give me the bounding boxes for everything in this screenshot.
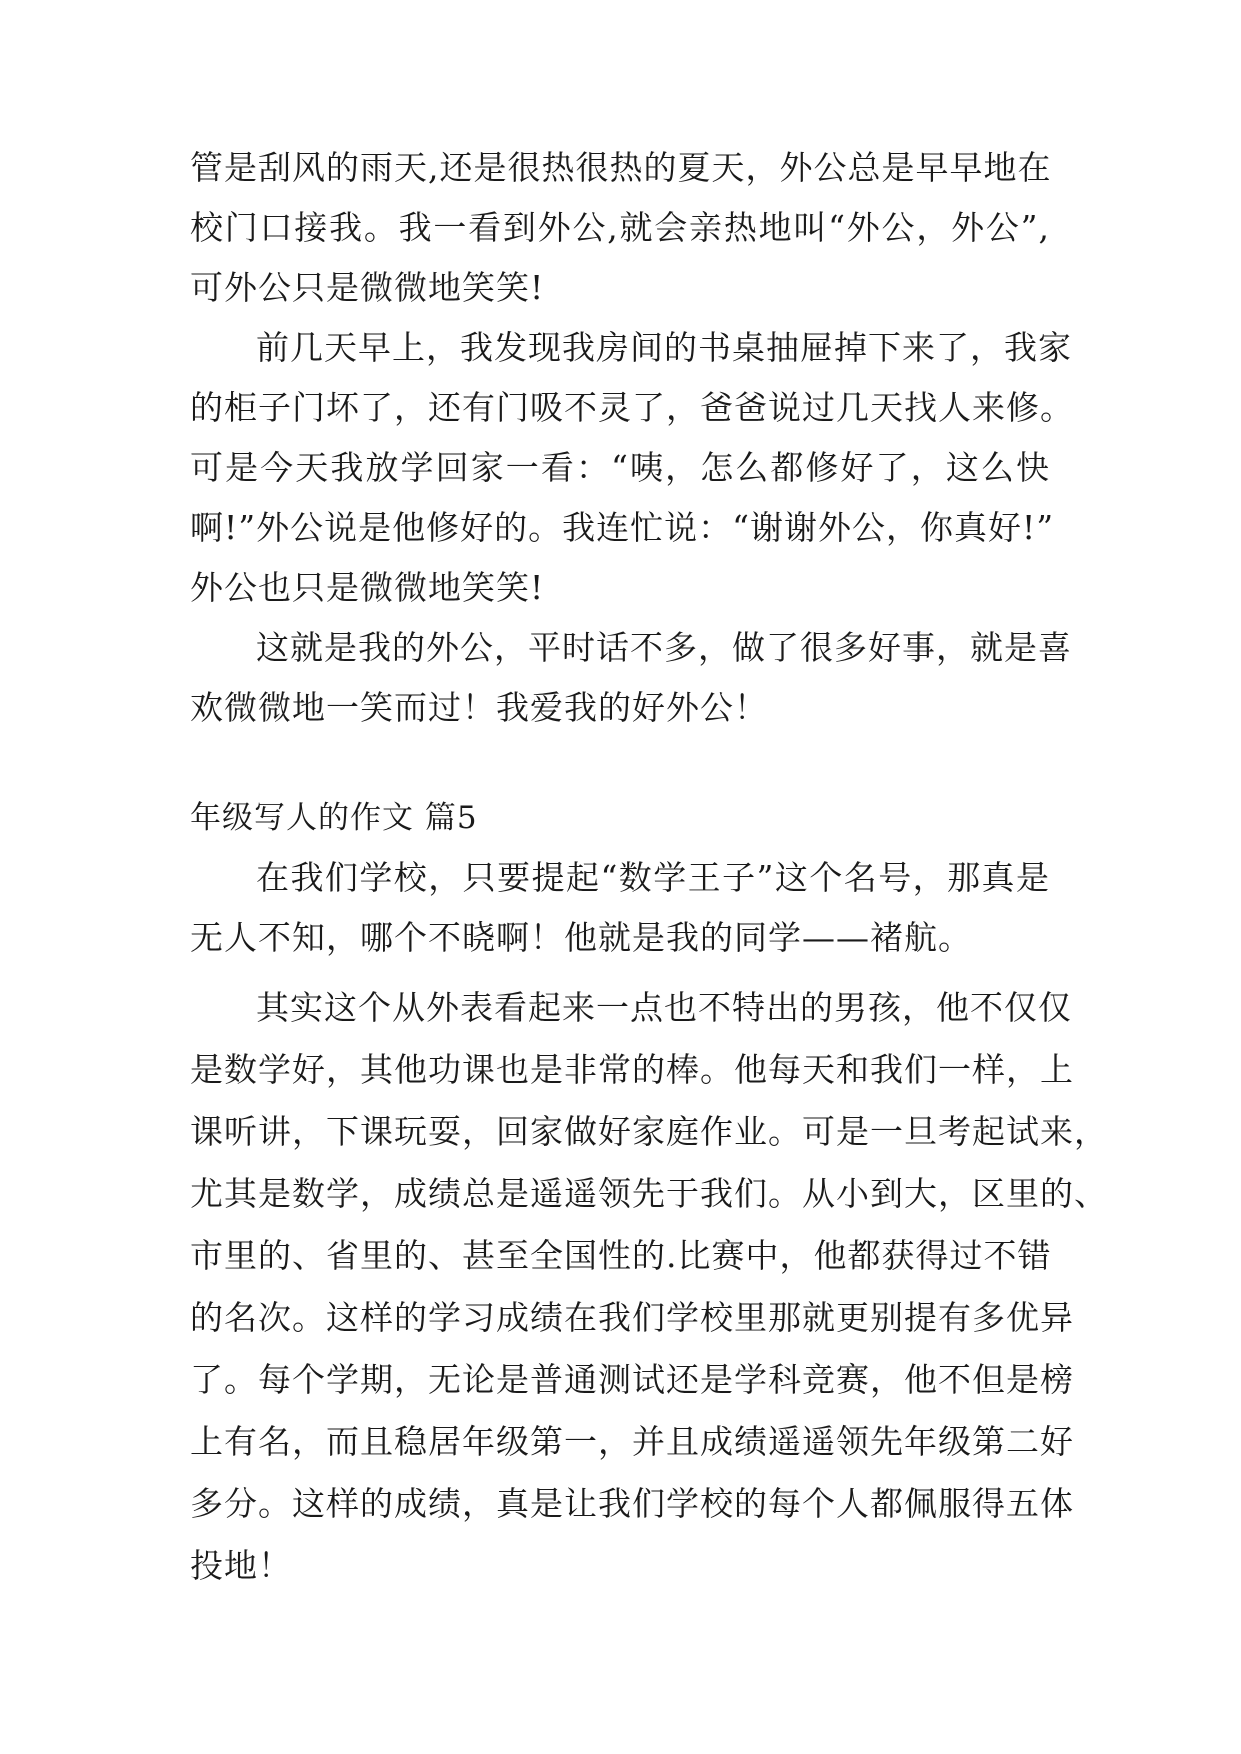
text-line: 上有名，而且稳居年级第一，并且成绩遥遥领先年级第二好 [190,1422,1074,1461]
text-line: 管是刮风的雨天,还是很热很热的夏天，外公总是早早地在 [190,148,1052,187]
text-line: 是数学好，其他功课也是非常的棒。他每天和我们一样，上 [190,1050,1074,1089]
text-line: 啊!”外公说是他修好的。我连忙说：“谢谢外公，你真好!” [190,508,1055,547]
text-line: 在我们学校，只要提起“数学王子”这个名号，那真是 [256,858,1050,897]
text-line: 了。每个学期，无论是普通测试还是学科竞赛，他不但是榜 [190,1360,1074,1399]
text-line: 可外公只是微微地笑笑! [190,268,545,307]
text-line: 可是今天我放学回家一看：“咦，怎么都修好了，这么快 [190,448,1050,487]
text-line: 这就是我的外公，平时话不多，做了很多好事，就是喜 [256,628,1072,667]
text-line: 多分。这样的成绩，真是让我们学校的每个人都佩服得五体 [190,1484,1074,1523]
text-line: 尤其是数学，成绩总是遥遥领先于我们。从小到大，区里的、 [190,1174,1108,1213]
text-line: 外公也只是微微地笑笑! [190,568,545,607]
text-line: 前几天早上，我发现我房间的书桌抽屉掉下来了，我家 [256,328,1072,367]
text-line: 校门口接我。我一看到外公,就会亲热地叫“外公，外公”, [190,208,1050,247]
text-line: 投地！ [190,1546,292,1585]
text-line: 市里的、省里的、甚至全国性的.比赛中，他都获得过不错 [190,1236,1052,1275]
text-line: 的柜子门坏了，还有门吸不灵了，爸爸说过几天找人来修。 [190,388,1074,427]
section-heading: 年级写人的作文 篇5 [190,800,478,836]
text-line: 其实这个从外表看起来一点也不特出的男孩，他不仅仅 [256,988,1072,1027]
text-line: 的名次。这样的学习成绩在我们学校里那就更别提有多优异 [190,1298,1074,1337]
text-line: 无人不知，哪个不晓啊！他就是我的同学——褚航。 [190,918,972,957]
text-line: 课听讲，下课玩耍，回家做好家庭作业。可是一旦考起试来， [190,1112,1108,1151]
text-line: 欢微微地一笑而过！我爱我的好外公！ [190,688,768,727]
